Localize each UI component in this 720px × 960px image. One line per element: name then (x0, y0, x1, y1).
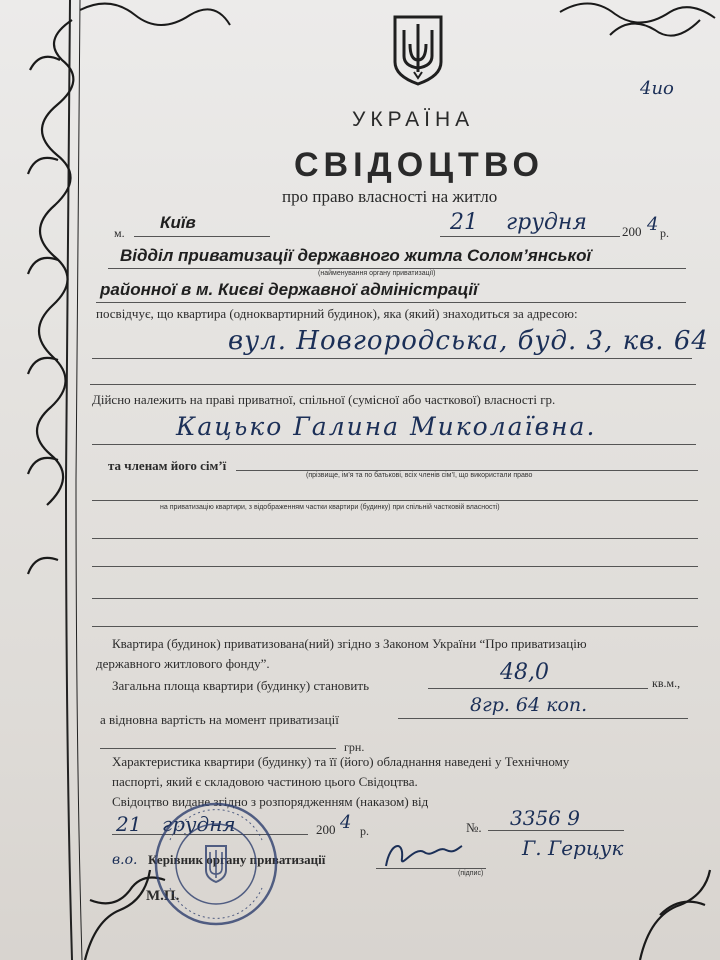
cost-label: а відновна вартість на момент приватизації (100, 712, 339, 727)
mp-label: М.П. (146, 888, 180, 904)
country-name: УКРАЇНА (352, 108, 475, 131)
trident-emblem (392, 14, 444, 86)
owner-rule (92, 444, 696, 445)
issue-year-suffix: р. (660, 226, 669, 240)
order-year-prefix: 200 (316, 822, 336, 837)
order-label: Свідоцтво видане згідно з розпорядженням (наказом) від (112, 794, 429, 809)
family-rule (236, 470, 698, 471)
city-value: Київ (160, 213, 196, 232)
area-rule (428, 688, 648, 689)
cost-value: 8гр. 64 коп. (470, 694, 588, 716)
characteristics-line2: паспорті, який є складовою частиною цього Свідоцтва. (112, 774, 418, 789)
family-label: та членам його сім’ї (108, 458, 227, 473)
blank-rule-2 (92, 566, 698, 567)
city-line (134, 236, 270, 237)
owner-name: Кацько Галина Миколаївна. (176, 412, 597, 441)
area-value: 48,0 (500, 660, 549, 685)
signature-label: Керівник органу приватизації (148, 852, 326, 867)
cost-rule (398, 718, 688, 719)
authority-rule1 (108, 268, 686, 269)
issue-date-line (440, 236, 620, 237)
authority-line1: Відділ приватизації державного житла Солом’янської (120, 246, 592, 265)
law-line2: державного житлового фонду”. (96, 656, 270, 671)
cost-rule2 (100, 748, 336, 749)
address-rule2 (90, 384, 696, 385)
signature-rule (376, 868, 486, 869)
issue-year-digit: 4 (647, 214, 659, 235)
blank-rule-4 (92, 626, 698, 627)
cost-currency: грн. (344, 740, 365, 754)
city-prefix: м. (114, 226, 125, 240)
document-subtitle: про право власності на житло (282, 187, 498, 206)
area-label: Загальна площа квартири (будинку) становить (112, 678, 370, 693)
order-number-label: №. (466, 820, 482, 835)
characteristics-line1: Характеристика квартири (будинку) та її (його) обладнання наведені у Технічному (112, 754, 570, 769)
law-line1: Квартира (будинок) приватизована(ний) згідно з Законом України “Про приватизацію (112, 636, 587, 651)
document-title: СВІДОЦТВО (294, 146, 544, 184)
order-number-rule (488, 830, 624, 831)
family-caption2: на приватизацію квартири, з відображенням частки квартири (будинку) при спільній частковій власності) (160, 504, 500, 511)
issue-year-prefix: 200 (622, 224, 642, 239)
official-stamp (150, 800, 282, 928)
address-label: посвідчує, що квартира (одноквартирний будинок), яка (який) знаходиться за адресою: (96, 306, 578, 321)
issue-day: 21 (450, 210, 478, 235)
order-year-digit: 4 (340, 812, 352, 833)
address-rule1 (92, 358, 692, 359)
signature-mark (380, 836, 464, 872)
signature-prefix: в.о. (112, 852, 138, 868)
authority-line2: районної в м. Києві державної адміністрації (100, 280, 478, 299)
issue-month: грудня (506, 210, 587, 235)
authority-caption: (найменування органу приватизації) (318, 270, 436, 277)
order-number: 3356 9 (510, 806, 580, 830)
blank-rule-1 (92, 538, 698, 539)
address-value: вул. Новгородська, буд. 3, кв. 64 (228, 326, 709, 356)
family-caption1: (прізвище, ім’я та по батькові, всіх членів сім’ї, що використали право (306, 472, 533, 479)
order-month: грудня (162, 812, 236, 836)
authority-rule2 (96, 302, 686, 303)
order-year-suffix: р. (360, 824, 369, 838)
owner-label: Дійсно належить на праві приватної, спільної (сумісної або часткової) власності гр. (92, 392, 556, 407)
blank-rule-3 (92, 598, 698, 599)
family-rule2 (92, 500, 698, 501)
corner-note: 4ио (640, 78, 674, 99)
area-unit: кв.м., (652, 676, 681, 690)
signatory-name: Г. Герцук (522, 836, 624, 860)
order-day: 21 (116, 812, 142, 836)
signature-caption: (підпис) (458, 870, 484, 877)
